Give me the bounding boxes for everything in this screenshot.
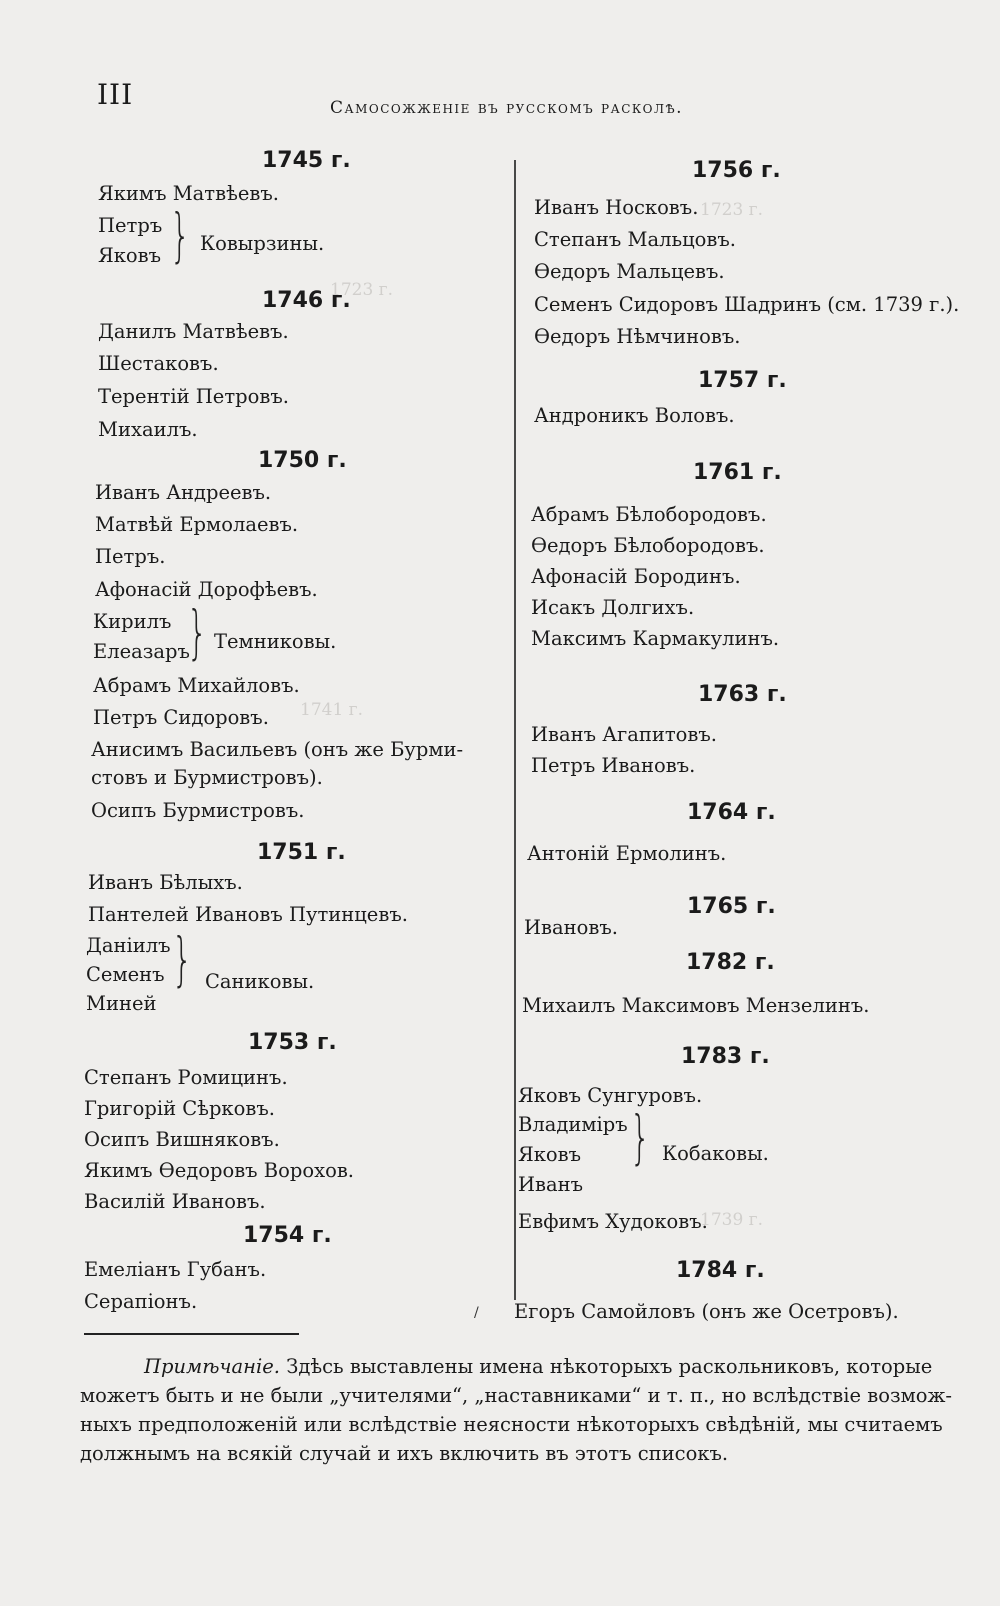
list-item: Ѳедоръ Нѣмчиновъ. <box>534 325 741 348</box>
year-heading: 1765 г. <box>687 894 776 919</box>
bleed-through: 1723 г. <box>700 200 763 220</box>
footnote-line: можетъ быть и не были „учителями“, „наставниками“ и т. п., но вслѣдствіе возмож- <box>80 1384 953 1407</box>
year-heading: 1763 г. <box>698 682 787 707</box>
year-heading: 1750 г. <box>258 448 347 473</box>
footnote-line: должнымъ на всякій случай и ихъ включить въ этотъ списокъ. <box>80 1442 729 1465</box>
list-item: Яковъ <box>518 1143 582 1166</box>
footnote-rule <box>84 1333 299 1335</box>
list-item: Елеазаръ <box>93 640 190 663</box>
list-item: Миней <box>86 992 157 1015</box>
year-heading: 1751 г. <box>257 840 346 865</box>
list-item: Семенъ Сидоровъ Шадринъ (см. 1739 г.). <box>534 293 960 316</box>
list-item: Василій Ивановъ. <box>84 1190 266 1213</box>
list-item: Петръ Сидоровъ. <box>93 706 269 729</box>
list-item: Емеліанъ Губанъ. <box>84 1258 267 1281</box>
brace-icon: } <box>187 598 208 666</box>
page-number: III <box>97 78 134 111</box>
list-item: Кирилъ <box>93 610 172 633</box>
column-divider <box>514 160 516 1300</box>
list-item: Егоръ Самойловъ (онъ же Осетровъ). <box>514 1300 899 1323</box>
list-item: Степанъ Мальцовъ. <box>534 228 736 251</box>
group-surname: Темниковы. <box>214 630 337 653</box>
list-item: Ѳедоръ Мальцевъ. <box>534 260 725 283</box>
year-heading: 1784 г. <box>676 1258 765 1283</box>
list-item: Андроникъ Воловъ. <box>534 404 735 427</box>
list-item: Иванъ Бѣлыхъ. <box>88 871 243 894</box>
bleed-through: 1739 г. <box>700 1210 763 1230</box>
group-surname: Кобаковы. <box>662 1142 769 1165</box>
year-heading: 1745 г. <box>262 148 351 173</box>
year-heading: 1756 г. <box>692 158 781 183</box>
footnote-label: Примѣчаніе. <box>144 1355 280 1378</box>
list-item-continued: стовъ и Бурмистровъ). <box>91 766 323 789</box>
list-item: Максимъ Кармакулинъ. <box>531 627 780 650</box>
brace-icon: } <box>630 1103 651 1171</box>
running-header: Самосожженіе въ русскомъ расколѣ. <box>330 98 684 118</box>
list-item: Владиміръ <box>518 1113 628 1136</box>
list-item: Терентій Петровъ. <box>98 385 289 408</box>
list-item: Петръ <box>98 214 163 237</box>
list-item: Евфимъ Худоковъ. <box>518 1210 708 1233</box>
list-item: Иванъ <box>518 1173 584 1196</box>
group-surname: Ковырзины. <box>200 232 325 255</box>
list-item: Данилъ Матвѣевъ. <box>98 320 289 343</box>
list-item: Абрамъ Михайловъ. <box>93 674 300 697</box>
list-item: Яковъ <box>98 244 162 267</box>
brace-icon: } <box>172 925 193 993</box>
group-surname: Саниковы. <box>205 970 315 993</box>
list-item: Якимъ Матвѣевъ. <box>98 182 279 205</box>
year-heading: 1783 г. <box>681 1044 770 1069</box>
list-item: Пантелей Ивановъ Путинцевъ. <box>88 903 408 926</box>
list-item: Антоній Ермолинъ. <box>527 842 727 865</box>
year-heading: 1757 г. <box>698 368 787 393</box>
list-item: Ивановъ. <box>524 916 618 939</box>
list-item: Иванъ Агапитовъ. <box>531 723 717 746</box>
list-item: Афонасій Дорофѣевъ. <box>95 578 318 601</box>
list-item: Осипъ Бурмистровъ. <box>91 799 305 822</box>
year-heading: 1746 г. <box>262 288 351 313</box>
brace-icon: } <box>170 201 191 269</box>
bleed-through: 1723 г. <box>330 280 393 300</box>
list-item: Ѳедоръ Бѣлобородовъ. <box>531 534 765 557</box>
list-item: Даніилъ <box>86 934 171 957</box>
footnote <box>80 1352 953 1468</box>
year-heading: 1764 г. <box>687 800 776 825</box>
year-heading: 1761 г. <box>693 460 782 485</box>
list-item: Михаилъ. <box>98 418 198 441</box>
list-item: Иванъ Носковъ. <box>534 196 699 219</box>
year-heading: 1753 г. <box>248 1030 337 1055</box>
list-item: Семенъ <box>86 963 165 986</box>
list-item: Анисимъ Васильевъ (онъ же Бурми- <box>91 738 464 761</box>
bleed-through: 1741 г. <box>300 700 363 720</box>
list-item: Григорій Сѣрковъ. <box>84 1097 275 1120</box>
list-item: Абрамъ Бѣлобородовъ. <box>531 503 767 526</box>
print-mark: / <box>474 1305 479 1321</box>
list-item: Михаилъ Максимовъ Мензелинъ. <box>522 994 870 1017</box>
footnote-line: Примѣчаніе. Здѣсь выставлены имена нѣкоторыхъ раскольниковъ, которые <box>144 1355 933 1378</box>
list-item: Осипъ Вишняковъ. <box>84 1128 280 1151</box>
year-heading: 1754 г. <box>243 1223 332 1248</box>
list-item: Серапіонъ. <box>84 1290 198 1313</box>
footnote-line: ныхъ предположеній или вслѣдствіе неясности нѣкоторыхъ свѣдѣній, мы считаемъ <box>80 1413 943 1436</box>
list-item: Якимъ Ѳедоровъ Ворохов. <box>84 1159 354 1182</box>
list-item: Яковъ Сунгуровъ. <box>518 1084 703 1107</box>
list-item: Петръ. <box>95 545 166 568</box>
list-item: Исакъ Долгихъ. <box>531 596 695 619</box>
list-item: Иванъ Андреевъ. <box>95 481 272 504</box>
year-heading: 1782 г. <box>686 950 775 975</box>
list-item: Степанъ Ромицинъ. <box>84 1066 288 1089</box>
list-item: Афонасій Бородинъ. <box>531 565 741 588</box>
list-item: Матвѣй Ермолаевъ. <box>95 513 299 536</box>
list-item: Петръ Ивановъ. <box>531 754 696 777</box>
list-item: Шестаковъ. <box>98 352 219 375</box>
